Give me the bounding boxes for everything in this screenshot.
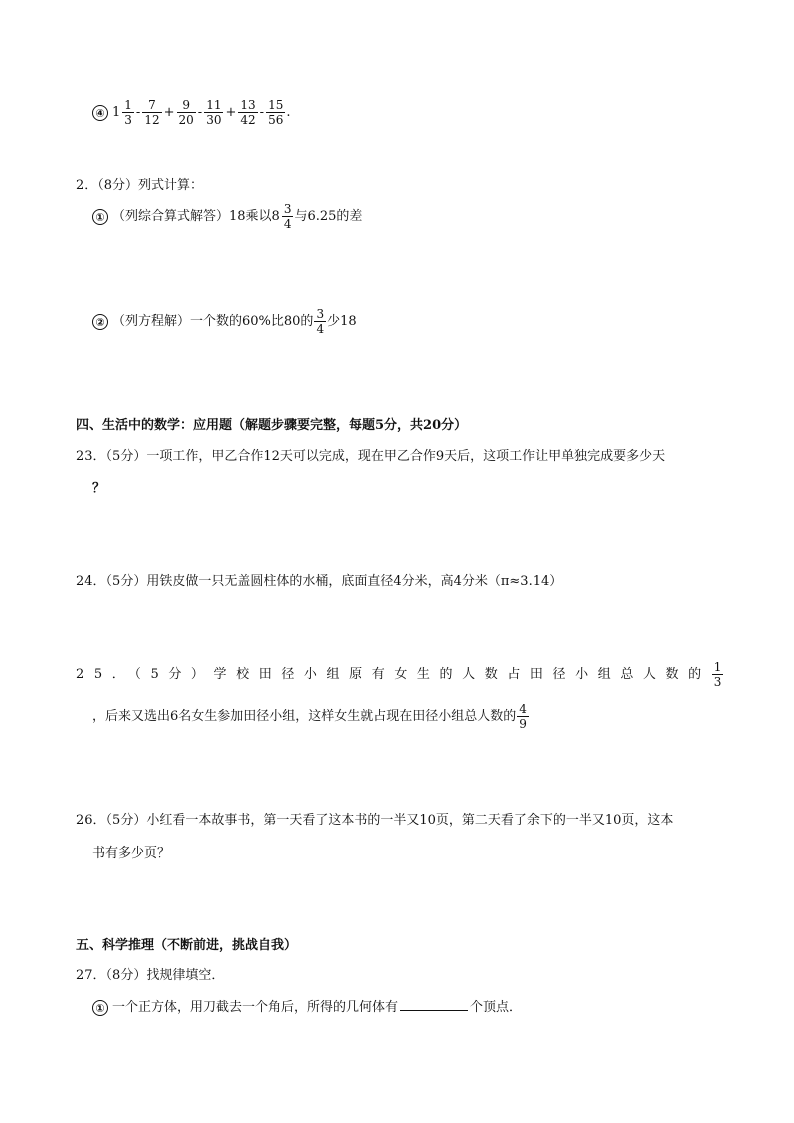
operator: + [225,105,237,120]
section-5-heading: 五、科学推理（不断前进，挑战自我） [76,938,298,953]
period: . [286,105,291,120]
q24-line1: 24．（5分）用铁皮做一只无盖圆柱体的水桶，底面直径4分米，高4分米（π≈3.14） [76,574,563,589]
q2-part1 [92,202,362,231]
fraction: $\frac{7}{12}$ [144,98,160,127]
q27-part1-tail: 个顶点． [470,1000,523,1015]
operator: - [259,105,265,120]
q2-part2-tail: 少18 [327,314,357,329]
fraction: $\frac{11}{30}$ [206,98,222,127]
circle-number-1: ① [92,1000,108,1016]
circle-number-4: ④ [92,105,108,121]
section-4-heading: 四、生活中的数学：应用题（解题步骤要完整，每题5分，共20分） [76,418,468,433]
operator: + [163,105,175,120]
q25-text-2: ，后来又选出6名女生参加田径小组，这样女生就占现在田径小组总人数的 [92,709,517,724]
q23-line1: 23．（5分）一项工作，甲乙合作12天可以完成，现在甲乙合作9天后，这项工作让甲单独完成要多少天 [76,449,666,464]
circle-number-1: ① [92,209,108,225]
fraction: $\frac{1}{3}$ [124,98,132,127]
fraction: $\frac{15}{56}$ [268,98,284,127]
mixed-whole: 1 [112,105,121,120]
q25-text: 25．（5分）学校田径小组原有女生的人数占田径小组总人数的 [76,667,711,682]
fraction: $\frac{3}{4}$ [283,202,292,231]
q2-part1-text: （列综合算式解答）18乘以 [112,209,272,224]
q27-part1 [92,996,522,1016]
q26-line2: 书有多少页？ [92,846,171,861]
q2-part1-tail: 与6.25的差 [294,209,363,224]
fraction: $\frac{4}{9}$ [519,702,527,731]
q27-title: 27．（8分）找规律填空． [76,968,225,983]
q1-part4-expression [92,98,291,127]
fraction: $\frac{13}{42}$ [240,98,256,127]
fraction: $\frac{1}{3}$ [713,660,722,689]
operator: - [135,105,141,120]
q23-line2: ？ [92,481,106,496]
fraction: $\frac{9}{20}$ [178,98,194,127]
operator: - [197,105,203,120]
mixed-whole: 8 [271,209,280,224]
circle-number-2: ② [92,314,108,330]
q26-line1: 26．（5分）小红看一本故事书，第一天看了这本书的一半又10页，第二天看了余下的一半又10页，这本 [76,813,674,828]
q25-line1 [76,660,724,689]
q2-part2-text: （列方程解）一个数的60%比80的 [112,314,314,329]
q25-line2 [92,702,530,731]
answer-blank[interactable] [400,998,468,1011]
q2-title: 2．（8分）列式计算： [76,178,204,193]
q2-part2 [92,307,357,336]
fraction: $\frac{3}{4}$ [316,307,325,336]
q27-part1-text: 一个正方体，用刀截去一个角后，所得的几何体有 [112,1000,399,1015]
